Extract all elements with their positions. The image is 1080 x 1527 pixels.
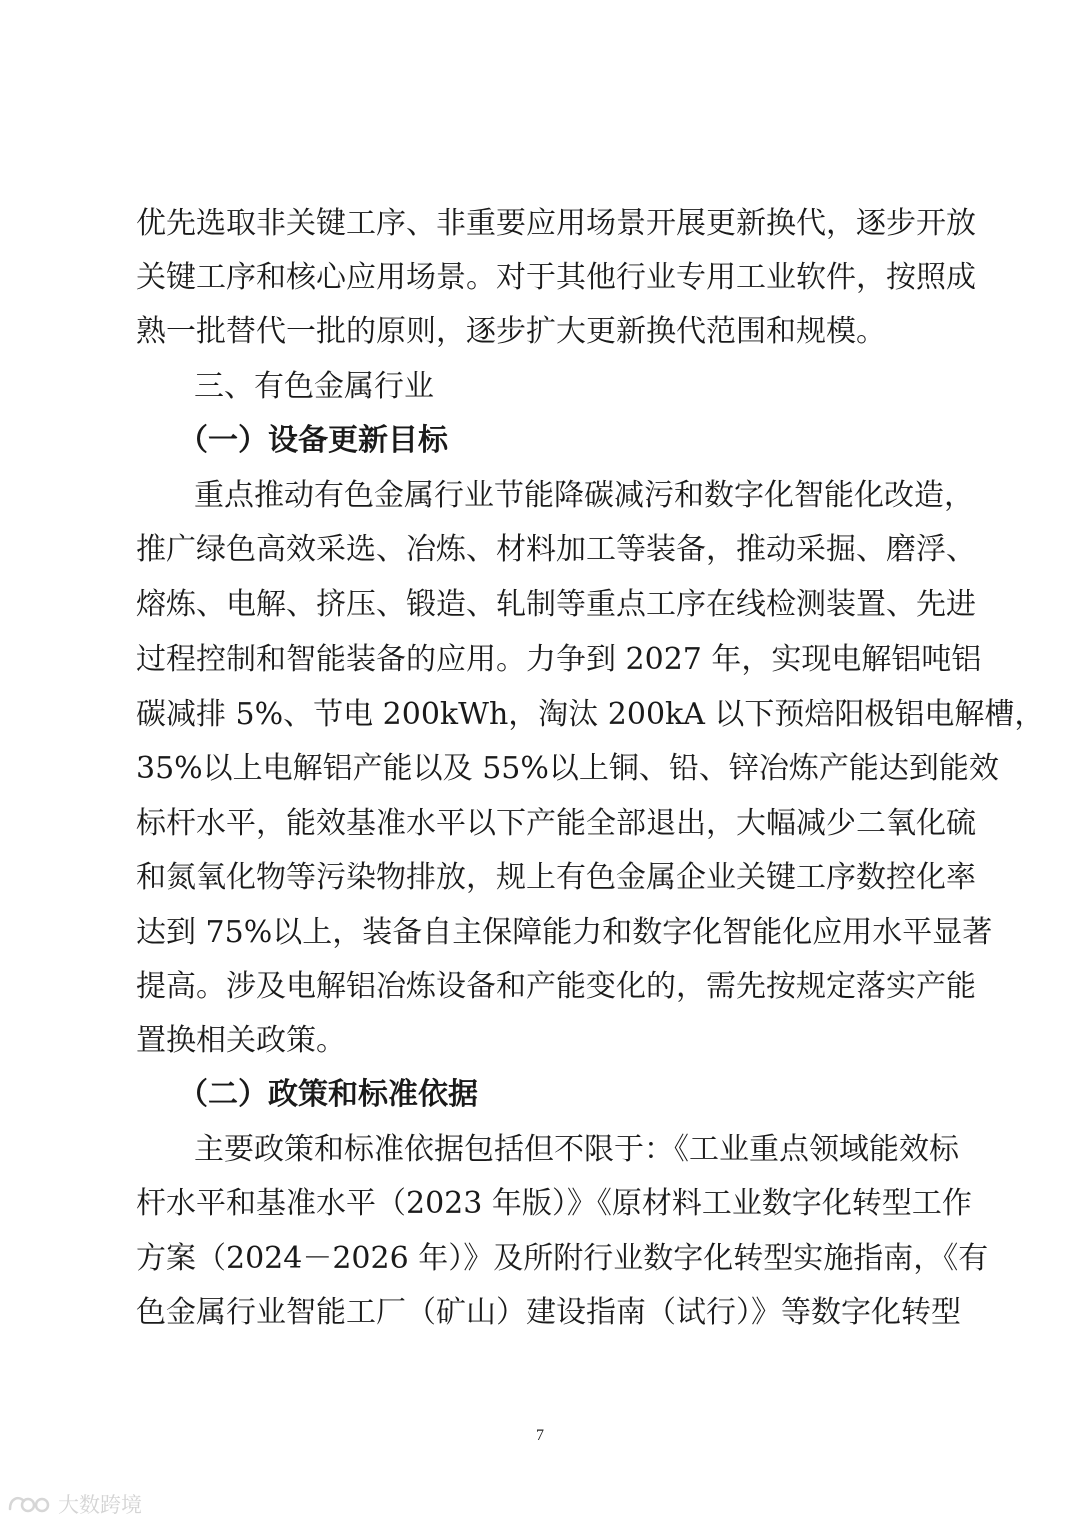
body-line: 提高。涉及电解铝冶炼设备和产能变化的，需先按规定落实产能 <box>136 969 976 1004</box>
body-line: 关键工序和核心应用场景。对于其他行业专用工业软件，按照成 <box>136 260 976 295</box>
body-line: 优先选取非关键工序、非重要应用场景开展更新换代，逐步开放 <box>136 206 976 241</box>
body-line: 主要政策和标准依据包括但不限于：《工业重点领域能效标 <box>194 1132 959 1167</box>
body-line: 推广绿色高效采选、冶炼、材料加工等装备，推动采掘、磨浮、 <box>136 532 976 567</box>
body-line: 色金属行业智能工厂（矿山）建设指南（试行）》等数字化转型 <box>136 1295 961 1330</box>
body-line: 熟一批替代一批的原则，逐步扩大更新换代范围和规模。 <box>136 314 886 349</box>
watermark-text: 大数跨境 <box>58 1493 142 1517</box>
body-line: 达到 75%以上，装备自主保障能力和数字化智能化应用水平显著 <box>136 915 993 950</box>
subheading: （二）政策和标准依据 <box>178 1077 478 1112</box>
body-line: 和氮氧化物等污染物排放，规上有色金属企业关键工序数控化率 <box>136 860 976 895</box>
body-line: 35%以上电解铝产能以及 55%以上铜、铅、锌冶炼产能达到能效 <box>136 751 999 786</box>
watermark <box>6 1488 142 1520</box>
body-line: 方案（2024－2026 年）》及所附行业数字化转型实施指南，《有 <box>136 1241 989 1276</box>
body-line: 标杆水平，能效基准水平以下产能全部退出，大幅减少二氧化硫 <box>136 806 976 841</box>
body-line: 过程控制和智能装备的应用。力争到 2027 年，实现电解铝吨铝 <box>136 642 982 677</box>
watermark-logo-icon <box>6 1491 52 1517</box>
body-line: 置换相关政策。 <box>136 1023 346 1058</box>
body-line: 杆水平和基准水平（2023 年版）》《原材料工业数字化转型工作 <box>136 1186 972 1221</box>
body-line: 熔炼、电解、挤压、锻造、轧制等重点工序在线检测装置、先进 <box>136 587 976 622</box>
body-line: 碳减排 5%、节电 200kWh，淘汰 200kA 以下预焙阳极铝电解槽， <box>136 697 1045 732</box>
section-heading: 三、有色金属行业 <box>194 369 434 404</box>
subheading: （一）设备更新目标 <box>178 423 448 458</box>
page-number: 7 <box>536 1427 544 1444</box>
body-line: 重点推动有色金属行业节能降碳减污和数字化智能化改造， <box>194 478 974 513</box>
